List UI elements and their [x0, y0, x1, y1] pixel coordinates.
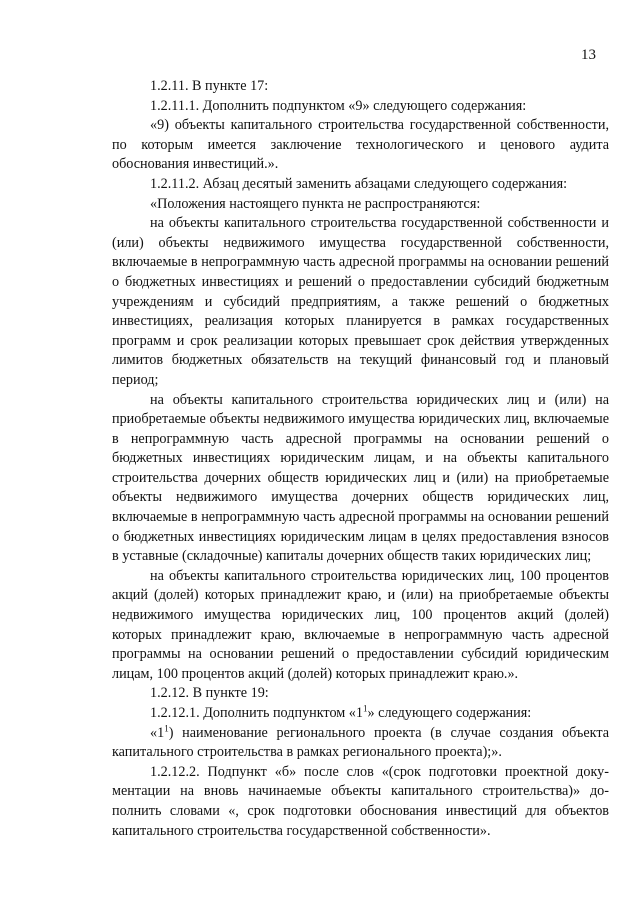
paragraph-item-1-1 [112, 724, 609, 763]
paragraph-item-9: «9) объекты капитального строительства государственной собственности, по которым имеется заключение технологического и ценового аудита обоснования инвестиций.». [112, 117, 609, 173]
paragraph-1-2-11-1: 1.2.11.1. Дополнить подпунктом «9» следующего содержания: [150, 97, 527, 114]
paragraph-state-property-objects: на объекты капитального строительства государственной собственности и (или) объекты недвижимого имущества государственной собственности, включаемые в непрограммную часть адресной программы на основании решений о бюджетных инвестициях и решений о предоставлении субсидий бюджетным учреждениям и субсидий предприятиям, а также решений о бюджетных инвестициях, реализация которых планируется в рамках государственных программ и срок реализации которых превышает срок действия утвержденных лимитов бюджетных обязательств на текущий финансовый год и плановый период; [112, 215, 609, 388]
page-number: 13 [581, 47, 596, 63]
paragraph-legal-entities-objects: на объекты капитального строительства юридических лиц и (или) на приобретаемые объекты недвижимого имущества юридических лиц, включаемые в непрограммную часть адресной программы на основании решений о бюджетных инвестициях юридическим лицам, и на объекты капитального строительства дочерних обществ юридических лиц и (или) на приобретаемые объекты недвижимого имущества дочерних обществ юридических лиц, включаемые в непрограммную часть адресной программы на основании решений о бюджетных инвестициях юридическим лицам в целях предоставления взносов в уставные (складочные) капиталы дочерних обществ таких юридических лиц; [112, 391, 609, 565]
paragraph-1-2-12-1-text-before: 1.2.12.1. Дополнить подпунктом «1 [150, 705, 363, 721]
paragraph-1-2-12-1 [112, 704, 609, 724]
paragraph-item-1-1-text-before: «1 [150, 724, 165, 741]
paragraph-1-2-12-2: 1.2.12.2. Подпункт «б» после слов «(срок подготовки проектной документации на вновь начинаемые объекты капитального строительства)» дополнить словами «, срок подготовки обоснования инвестиций для объектов капитального строительства государственной собственности». [112, 763, 609, 839]
paragraph-1-2-12-1-text-after: » следующего содержания: [367, 705, 532, 721]
paragraph-1-2-11: 1.2.11. В пункте 17: [150, 78, 269, 94]
paragraph-1-2-11-2: 1.2.11.2. Абзац десятый заменить абзацами следующего содержания: [150, 175, 568, 192]
superscript-one: 1 [363, 703, 368, 714]
document-body [112, 77, 609, 841]
paragraph-1-2-12: 1.2.12. В пункте 19: [150, 685, 269, 702]
paragraph-provisions-intro: «Положения настоящего пункта не распространяются: [150, 195, 481, 212]
superscript-one: 1 [164, 722, 169, 733]
paragraph-item-1-1-text-after: ) наименование регионального проекта (в случае создания объекта капитального строительства в рамках регионального проекта);». [112, 724, 609, 761]
paragraph-krai-owned-entities: на объекты капитального строительства юридических лиц, 100 процентов акций (долей) которых принадлежит краю, и (или) на приобретаемые объекты недвижимого имущества юридических лиц, 100 процентов акций (долей) которых принадлежит краю, включаемые в непрограммную часть адресной программы на основании решений о предоставлении субсидий юридическим лицам, 100 процентов акций (долей) которых принадлежит краю.». [112, 567, 609, 682]
